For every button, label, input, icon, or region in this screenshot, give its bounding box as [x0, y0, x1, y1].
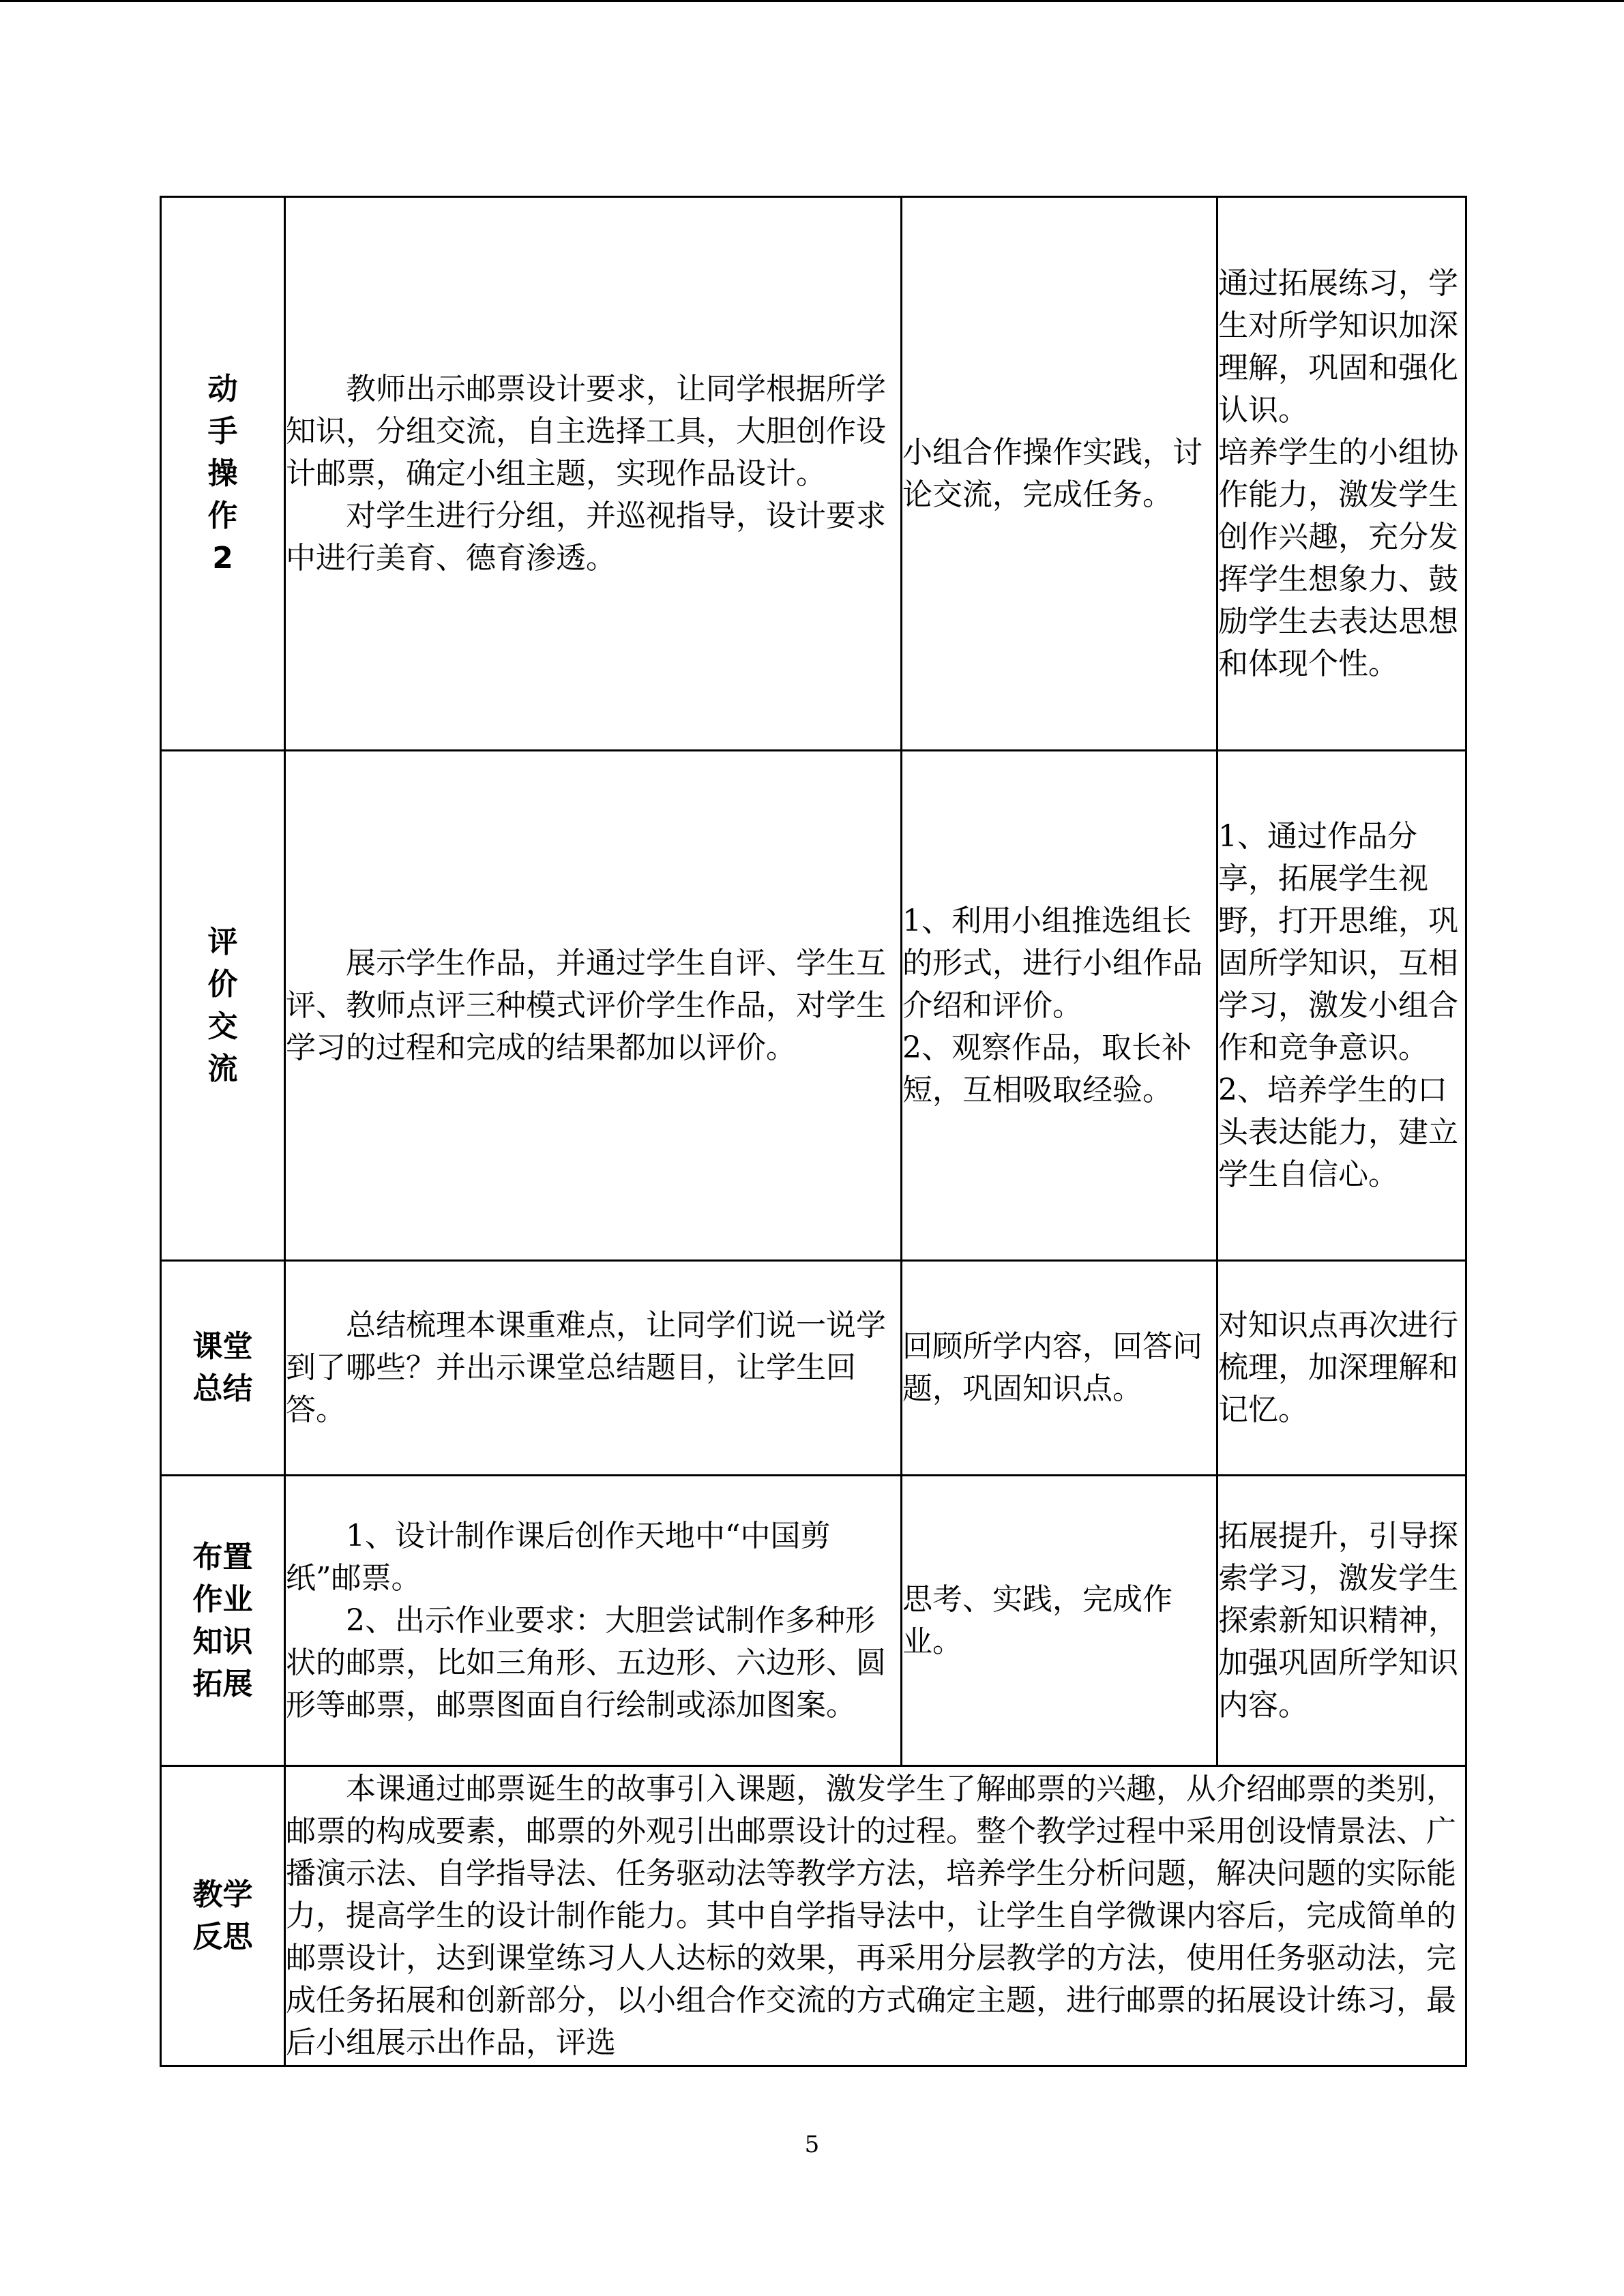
- student-paragraph: 思考、实践，完成作业。: [902, 1581, 1172, 1659]
- goal-paragraph: 培养学生的小组协作能力，激发学生创作兴趣，充分发挥学生想象力、鼓励学生去表达思想和体现个性。: [1218, 434, 1458, 681]
- design-intent-cell: [1217, 751, 1466, 1261]
- table-row: [161, 1766, 1466, 2066]
- teacher-activity-cell: [285, 1261, 902, 1476]
- teacher-paragraph: 1、设计制作课后创作天地中“中国剪纸”邮票。: [286, 1518, 831, 1596]
- reflection-text: 本课通过邮票诞生的故事引入课题，激发学生了解邮票的兴趣，从介绍邮票的类别，邮票的构成要素，邮票的外观引出邮票设计的过程。整个教学过程中采用创设情景法、广播演示法、自学指导法、任务驱动法等教学方法，培养学生分析问题，解决问题的实际能力，提高学生的设计制作能力。其中自学指导法中，让学生自学微课内容后，完成简单的邮票设计，达到课堂练习人人达标的效果，再采用分层教学的方法，使用任务驱动法，完成任务拓展和创新部分，以小组合作交流的方式确定主题，进行邮票的拓展设计练习，最后小组展示出作品，评选: [286, 1771, 1456, 2060]
- teacher-paragraph: 对学生进行分组，并巡视指导，设计要求中进行美育、德育渗透。: [286, 498, 886, 576]
- row-label: 动 手 操 作 2: [161, 197, 285, 751]
- student-paragraph: 2、观察作品，取长补短，互相吸取经验。: [902, 1030, 1192, 1107]
- table-row: [161, 197, 1466, 751]
- row-label: 布置 作业 知识 拓展: [161, 1476, 285, 1766]
- row-label: 教学 反思: [161, 1766, 285, 2066]
- table-row: [161, 1476, 1466, 1766]
- teacher-activity-cell: [285, 1476, 902, 1766]
- goal-paragraph: 通过拓展练习，学生对所学知识加深理解，巩固和强化认识。: [1218, 265, 1458, 428]
- goal-paragraph: 1、通过作品分享，拓展学生视野，打开思维，巩固所学知识，互相学习，激发小组合作和竞争意识。: [1218, 818, 1458, 1065]
- table-row: [161, 751, 1466, 1261]
- teacher-paragraph: 教师出示邮票设计要求，让同学根据所学知识，分组交流，自主选择工具，大胆创作设计邮票，确定小组主题，实现作品设计。: [286, 371, 886, 491]
- design-intent-cell: [1217, 1261, 1466, 1476]
- goal-paragraph: 拓展提升，引导探索学习，激发学生探索新知识精神，加强巩固所学知识内容。: [1218, 1518, 1458, 1723]
- design-intent-cell: [1217, 1476, 1466, 1766]
- teacher-paragraph: 展示学生作品，并通过学生自评、学生互评、教师点评三种模式评价学生作品，对学生学习的过程和完成的结果都加以评价。: [286, 945, 886, 1065]
- row-label: 评 价 交 流: [161, 751, 285, 1261]
- student-paragraph: 回顾所学内容，回答问题，巩固知识点。: [902, 1329, 1202, 1406]
- goal-paragraph: 2、培养学生的口头表达能力，建立学生自信心。: [1218, 1072, 1458, 1192]
- teacher-activity-cell: [285, 197, 902, 751]
- student-paragraph: 1、利用小组推选组长的形式，进行小组作品介绍和评价。: [902, 903, 1202, 1023]
- student-paragraph: 小组合作操作实践，讨论交流，完成任务。: [902, 434, 1202, 512]
- row-label: 课堂 总结: [161, 1261, 285, 1476]
- page-top-border: [0, 0, 1624, 2]
- teacher-activity-cell: [285, 751, 902, 1261]
- student-activity-cell: [902, 1476, 1217, 1766]
- teacher-paragraph: 2、出示作业要求：大胆尝试制作多种形状的邮票，比如三角形、五边形、六边形、圆形等邮票，邮票图面自行绘制或添加图案。: [286, 1602, 886, 1723]
- student-activity-cell: [902, 751, 1217, 1261]
- table-row: [161, 1261, 1466, 1476]
- student-activity-cell: [902, 197, 1217, 751]
- student-activity-cell: [902, 1261, 1217, 1476]
- goal-paragraph: 对知识点再次进行梳理，加深理解和记忆。: [1218, 1308, 1458, 1427]
- page-number: 5: [804, 2131, 820, 2158]
- teacher-paragraph: 总结梳理本课重难点，让同学们说一说学到了哪些？并出示课堂总结题目，让学生回答。: [286, 1308, 886, 1427]
- lesson-plan-table: [160, 196, 1467, 2067]
- design-intent-cell: [1217, 197, 1466, 751]
- reflection-cell: [285, 1766, 1466, 2066]
